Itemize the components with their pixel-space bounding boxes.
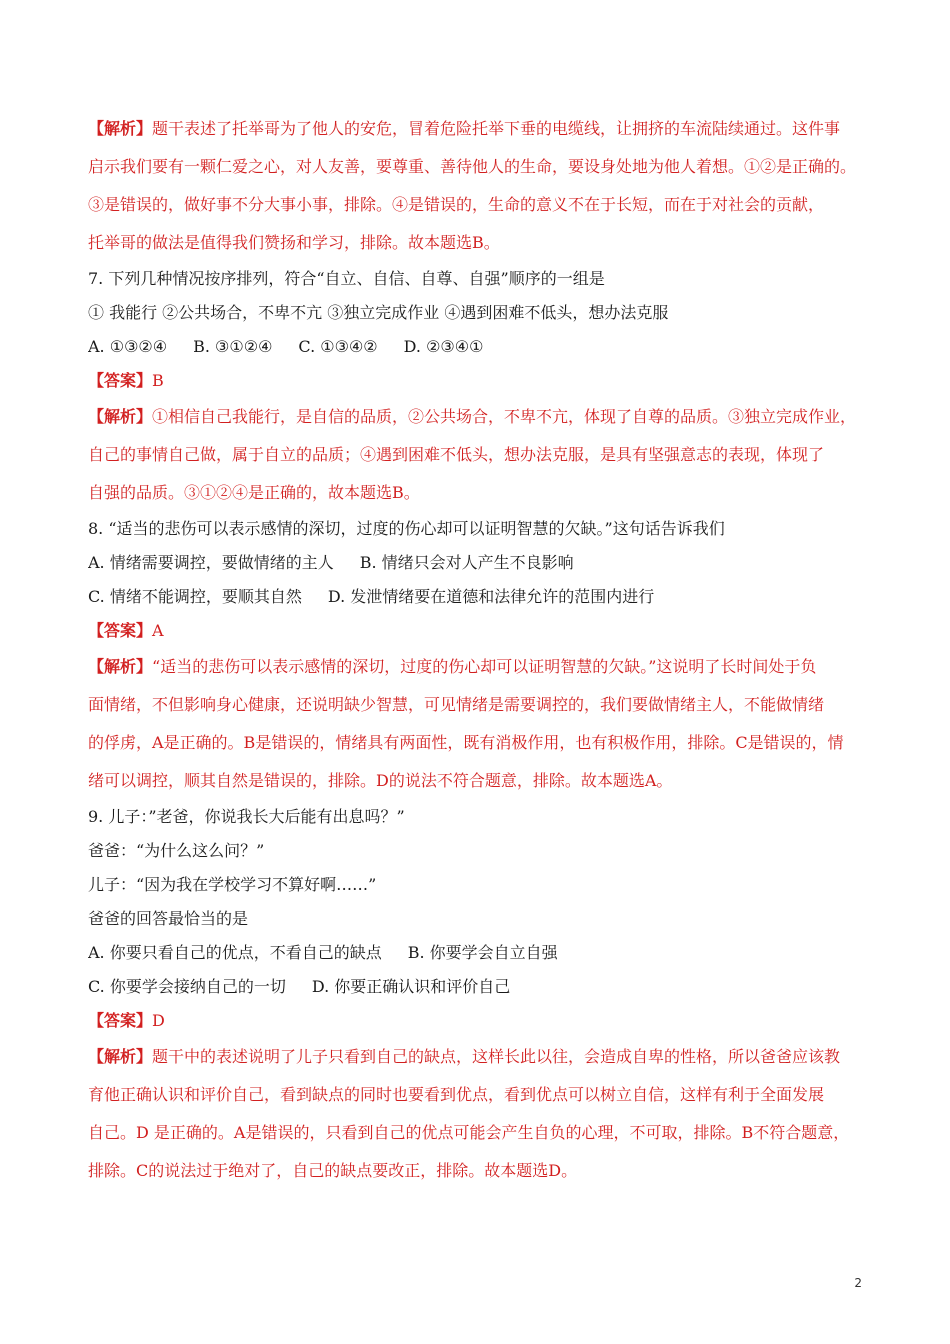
- analysis-line: 育他正确认识和评价自己，看到缺点的同时也要看到优点，看到优点可以树立自信，这样有利于全面发展: [88, 1085, 825, 1104]
- analysis-line: 自强的品质。③①②④是正确的，故本题选B。: [88, 483, 420, 502]
- q6-analysis: [88, 110, 878, 262]
- analysis-line: 自己的事情自己做，属于自立的品质；④遇到困难不低头，想办法克服，是具有坚强意志的表现，体现了: [88, 445, 825, 464]
- question-9: [88, 800, 878, 1190]
- question-items: ① 我能行 ②公共场合，不卑不亢 ③独立完成作业 ④遇到困难不低头，想办法克服: [88, 303, 669, 322]
- question-options: A. 情绪需要调控，要做情绪的主人 B. 情绪只会对人产生不良影响: [88, 553, 574, 572]
- analysis-tag: 【解析】: [88, 407, 153, 426]
- analysis-line: 启示我们要有一颗仁爱之心，对人友善，要尊重、善待他人的生命，要设身处地为他人着想。①②是正确的。: [88, 157, 857, 176]
- dialogue-line: 儿子：“因为我在学校学习不算好啊……”: [88, 875, 377, 894]
- answer: 【答案】A: [88, 621, 164, 640]
- question-stem: 9. 儿子：”老爸，你说我长大后能有出息吗？”: [88, 807, 405, 826]
- answer: 【答案】D: [88, 1011, 165, 1030]
- analysis-line: 【解析】题干表述了托举哥为了他人的安危，冒着危险托举下垂的电缆线，让拥挤的车流陆续通过。这件事: [88, 119, 841, 138]
- question-7: [88, 262, 878, 512]
- analysis-line: 托举哥的做法是值得我们赞扬和学习，排除。故本题选B。: [88, 233, 500, 252]
- analysis-line: 自己。D 是正确的。A是错误的，只看到自己的优点可能会产生自负的心理，不可取，排除。B不符合题意，: [88, 1123, 850, 1142]
- analysis-tag: 【解析】: [88, 119, 153, 138]
- question-options: A. ①③②④ B. ③①②④ C. ①③④② D. ②③④①: [88, 337, 484, 356]
- analysis-line: 【解析】“适当的悲伤可以表示感情的深切，过度的伤心却可以证明智慧的欠缺。”这说明了长时间处于负: [88, 657, 817, 676]
- analysis-line: 面情绪，不但影响身心健康，还说明缺少智慧，可见情绪是需要调控的，我们要做情绪主人，不能做情绪: [88, 695, 825, 714]
- answer: 【答案】B: [88, 371, 164, 390]
- analysis-tag: 【解析】: [88, 657, 153, 676]
- question-stem: 8. “适当的悲伤可以表示感情的深切，过度的伤心却可以证明智慧的欠缺。”这句话告诉我们: [88, 519, 725, 538]
- analysis-line: 【解析】题干中的表述说明了儿子只看到自己的缺点，这样长此以往，会造成自卑的性格，所以爸爸应该教: [88, 1047, 841, 1066]
- question-options: C. 情绪不能调控，要顺其自然 D. 发泄情绪要在道德和法律允许的范围内进行: [88, 587, 655, 606]
- dialogue-line: 爸爸：“为什么这么问？”: [88, 841, 265, 860]
- question-options: C. 你要学会接纳自己的一切 D. 你要正确认识和评价自己: [88, 977, 511, 996]
- analysis-line: 绪可以调控，顺其自然是错误的，排除。D的说法不符合题意，排除。故本题选A。: [88, 771, 673, 790]
- analysis-line: 排除。C的说法过于绝对了，自己的缺点要改正，排除。故本题选D。: [88, 1161, 578, 1180]
- question-8: [88, 512, 878, 800]
- question-options: A. 你要只看自己的优点，不看自己的缺点 B. 你要学会自立自强: [88, 943, 558, 962]
- document-page: [88, 110, 878, 1190]
- analysis-tag: 【解析】: [88, 1047, 153, 1066]
- question-prompt: 爸爸的回答最恰当的是: [88, 909, 249, 928]
- analysis-line: 的俘虏，A是正确的。B是错误的，情绪具有两面性，既有消极作用，也有积极作用，排除。C是错误的，情: [88, 733, 844, 752]
- question-stem: 7. 下列几种情况按序排列，符合“自立、自信、自尊、自强”顺序的一组是: [88, 269, 605, 288]
- analysis-line: ③是错误的，做好事不分大事小事，排除。④是错误的，生命的意义不在于长短，而在于对社会的贡献，: [88, 195, 825, 214]
- analysis-line: 【解析】①相信自己我能行，是自信的品质，②公共场合，不卑不亢，体现了自尊的品质。③独立完成作业，: [88, 407, 857, 426]
- page-number: 2: [854, 1276, 862, 1290]
